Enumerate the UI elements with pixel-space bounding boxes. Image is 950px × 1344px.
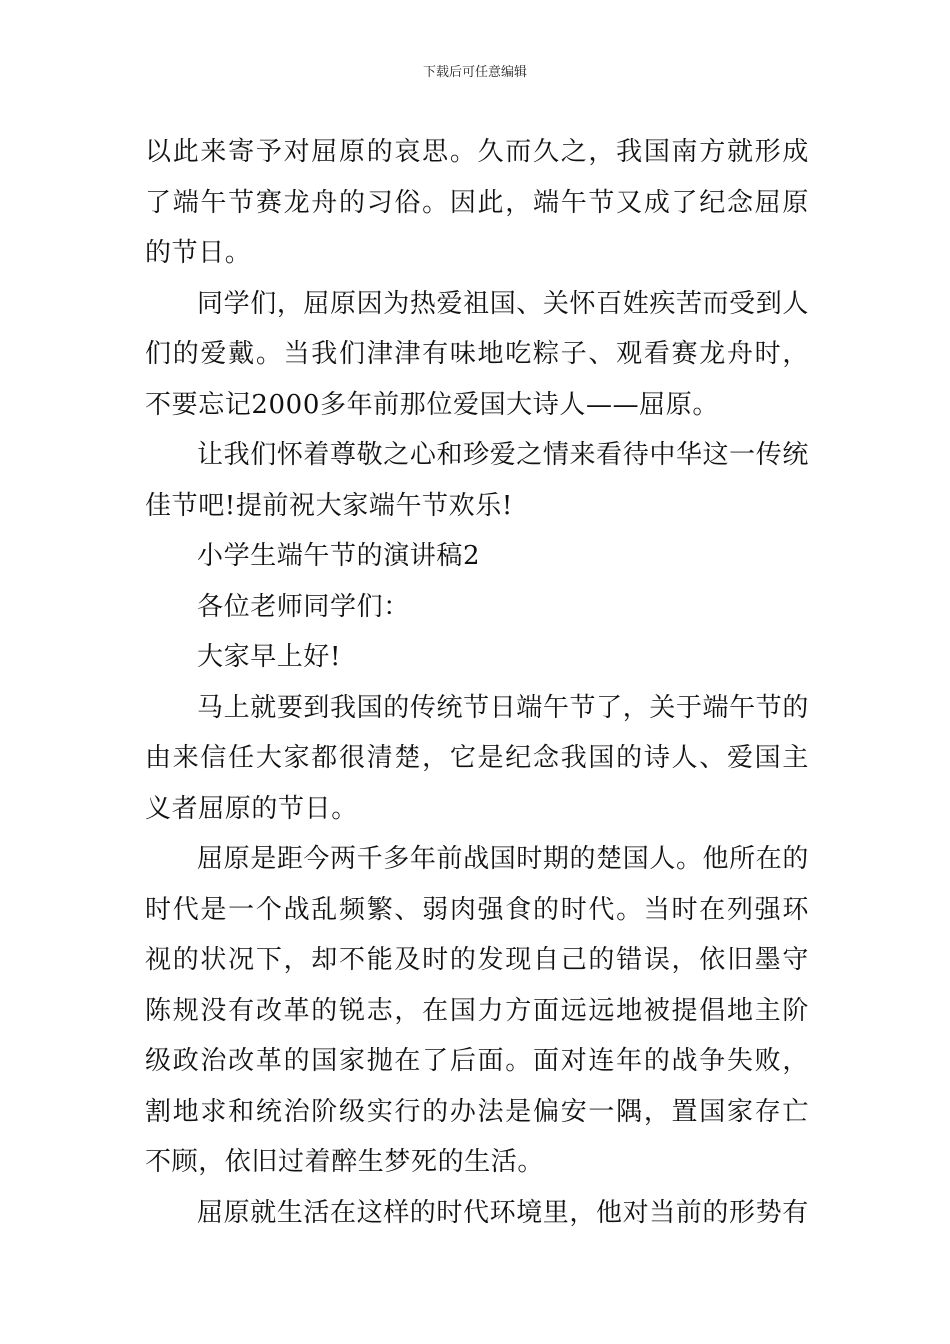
greeting: 大家早上好! [197,642,342,672]
section-title: 小学生端午节的演讲稿2 [197,541,481,571]
paragraph: 马上就要到我国的传统节日端午节了，关于端午节的由来信任大家都很清楚，它是纪念我国的诗人、爱国主义者屈原的节日。 [145,692,809,824]
paragraph: 以此来寄予对屈原的哀思。久而久之，我国南方就形成了端午节赛龙舟的习俗。因此，端午节又成了纪念屈原的节日。 [145,137,809,268]
paragraph: 同学们，屈原因为热爱祖国、关怀百姓疾苦而受到人们的爱戴。当我们津津有味地吃粽子、观看赛龙舟时，不要忘记2000多年前那位爱国大诗人——屈原。 [145,288,809,420]
paragraph: 让我们怀着尊敬之心和珍爱之情来看待中华这一传统佳节吧!提前祝大家端午节欢乐! [145,440,809,521]
salutation: 各位老师同学们： [197,591,410,622]
paragraph: 屈原就生活在这样的时代环境里，他对当前的形势有 [197,1197,809,1228]
page-header: 下载后可任意编辑 [422,65,527,80]
document-body [145,127,809,1238]
paragraph: 屈原是距今两千多年前战国时期的楚国人。他所在的时代是一个战乱频繁、弱肉强食的时代。当时在列强环视的状况下，却不能及时的发现自己的错误，依旧墨守陈规没有改革的锐志，在国力方面远远地被提倡地主阶级政治改革的国家抛在了后面。面对连年的战争失败，割地求和统治阶级实行的办法是偏安一隅，置国家存亡不顾，依旧过着醉生梦死的生活。 [145,844,809,1177]
